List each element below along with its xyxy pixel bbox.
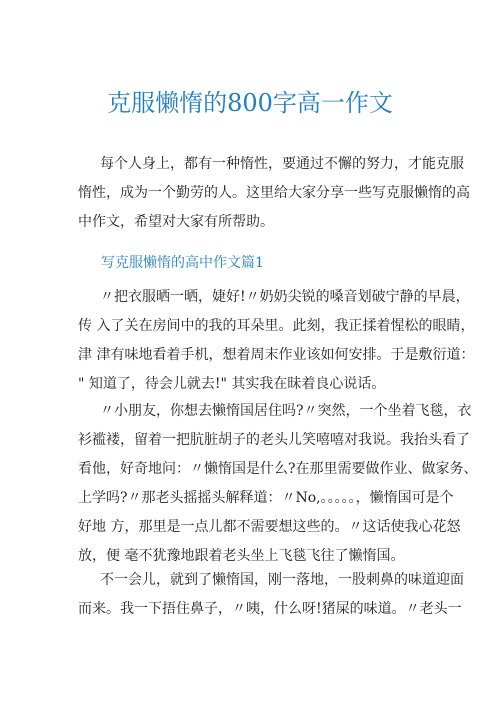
paragraph-line: 不一会儿，就到了懒惰国，刚一落地，一股刺鼻的味道迎面 [100, 572, 464, 588]
paragraph-line: 中作文，希望对大家有所帮助。 [78, 214, 274, 230]
paragraph-line: 〃小朋友，你想去懒惰国居住吗?〃突然，一个坐着飞毯，衣 [100, 403, 472, 419]
paragraph-line: 好地 方，那里是一点儿都不需要想这些的。〃这话使我心花怒 [78, 519, 461, 535]
paragraph-line: 惰性，成为一个勤劳的人。这里给大家分享一些写克服懒惰的高 [78, 185, 470, 201]
intro-paragraph [78, 150, 470, 237]
paragraph-line: 上学吗?〃那老头摇摇头解释道：〃No,。。。。。，懒惰国可是个 [78, 490, 454, 506]
paragraph-line: " 知道了，待会儿就去!" 其实我在昧着良心说话。 [78, 376, 386, 392]
paragraph-line: 传 入了关在房间中的我的耳朵里。此刻，我正揉着惺松的眼睛， [78, 318, 475, 334]
body-paragraph [78, 397, 478, 571]
section-heading: 写克服懒惰的高中作文篇1 [101, 255, 264, 271]
paragraph-line: 津 津有味地看着手机，想着周末作业该如何安排。于是敷衍道： [78, 347, 475, 363]
paragraph-line: 〃把衣服晒一晒，婕好!〃奶奶尖锐的嗓音划破宁静的早晨， [100, 289, 470, 305]
document-title: 克服懒惰的800字高一作文 [107, 89, 393, 117]
paragraph-line: 看他，好奇地问：〃懒惰国是什么?在那里需要做作业、做家务、 [78, 461, 478, 477]
paragraph-line: 每个人身上，都有一种惰性，要通过不懈的努力，才能克服 [100, 156, 464, 172]
paragraph-line: 而来。我一下捂住鼻子，〃咦，什么呀!猪屎的味道。〃老头一 [78, 601, 462, 617]
body-paragraph [78, 283, 475, 399]
paragraph-line: 衫褴褛，留着一把肮脏胡子的老头儿笑嘻嘻对我说。我抬头看了 [78, 432, 470, 448]
body-paragraph [78, 566, 464, 624]
paragraph-line: 放，便 毫不犹豫地跟着老头坐上飞毯飞往了懒惰国。 [78, 548, 405, 564]
